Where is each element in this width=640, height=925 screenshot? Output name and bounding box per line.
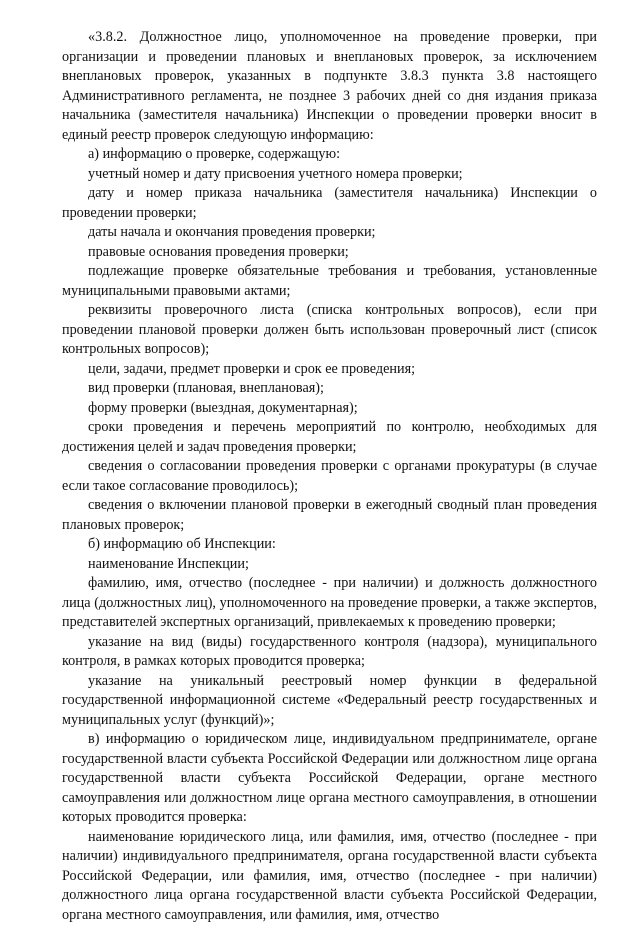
- paragraph-item: цели, задачи, предмет проверки и срок ее проведения;: [62, 360, 597, 380]
- document-page: [62, 28, 597, 925]
- paragraph-section-b: б) информацию об Инспекции:: [62, 535, 597, 555]
- paragraph-item: указание на уникальный реестровый номер функции в федеральной государственной информационной системе «Федеральный реестр государственных и муниципальных услуг (функций)»;: [62, 672, 597, 731]
- paragraph-item: дату и номер приказа начальника (заместителя начальника) Инспекции о проведении проверки;: [62, 184, 597, 223]
- paragraph-item: вид проверки (плановая, внеплановая);: [62, 379, 597, 399]
- paragraph-item: указание на вид (виды) государственного контроля (надзора), муниципального контроля, в рамках которых проводится проверка;: [62, 633, 597, 672]
- paragraph-section-c: в) информацию о юридическом лице, индивидуальном предпринимателе, органе государственной власти субъекта Российской Федерации или должностном лице органа государственной власти субъекта Российской Федерации, органе местного самоуправления или должностном лице органа местного самоуправления, в отношении которых проводится проверка:: [62, 730, 597, 828]
- paragraph-item: правовые основания проведения проверки;: [62, 243, 597, 263]
- paragraph-item: даты начала и окончания проведения проверки;: [62, 223, 597, 243]
- paragraph-item: наименование Инспекции;: [62, 555, 597, 575]
- paragraph-item: фамилию, имя, отчество (последнее - при наличии) и должность должностного лица (должностных лиц), уполномоченного на проведение проверки, а также экспертов, представителей экспертных организаций, привлекаемых к проведению проверки;: [62, 574, 597, 633]
- paragraph-item: форму проверки (выездная, документарная);: [62, 399, 597, 419]
- paragraph-item: сведения о включении плановой проверки в ежегодный сводный план проведения плановых проверок;: [62, 496, 597, 535]
- paragraph-intro: «3.8.2. Должностное лицо, уполномоченное на проведение проверки, при организации и проведении плановых и внеплановых проверок, за исключением внеплановых проверок, указанных в подпункте 3.8.3 пункта 3.8 настоящего Административного регламента, не позднее 3 рабочих дней со дня издания приказа начальника (заместителя начальника) Инспекции о проведении проверки вносит в единый реестр проверок следующую информацию:: [62, 28, 597, 145]
- paragraph-item: учетный номер и дату присвоения учетного номера проверки;: [62, 165, 597, 185]
- paragraph-section-a: а) информацию о проверке, содержащую:: [62, 145, 597, 165]
- paragraph-item: сведения о согласовании проведения проверки с органами прокуратуры (в случае если такое согласование проводилось);: [62, 457, 597, 496]
- paragraph-item: реквизиты проверочного листа (списка контрольных вопросов), если при проведении плановой проверки должен быть использован проверочный лист (список контрольных вопросов);: [62, 301, 597, 360]
- paragraph-item: наименование юридического лица, или фамилия, имя, отчество (последнее - при наличии) индивидуального предпринимателя, органа государственной власти субъекта Российской Федерации, или фамилия, имя, отчество (последнее - при наличии) должностного лица органа государственной власти субъекта Российской Федерации, органа местного самоуправления, или фамилия, имя, отчество: [62, 828, 597, 925]
- paragraph-item: подлежащие проверке обязательные требования и требования, установленные муниципальными правовыми актами;: [62, 262, 597, 301]
- paragraph-item: сроки проведения и перечень мероприятий по контролю, необходимых для достижения целей и задач проведения проверки;: [62, 418, 597, 457]
